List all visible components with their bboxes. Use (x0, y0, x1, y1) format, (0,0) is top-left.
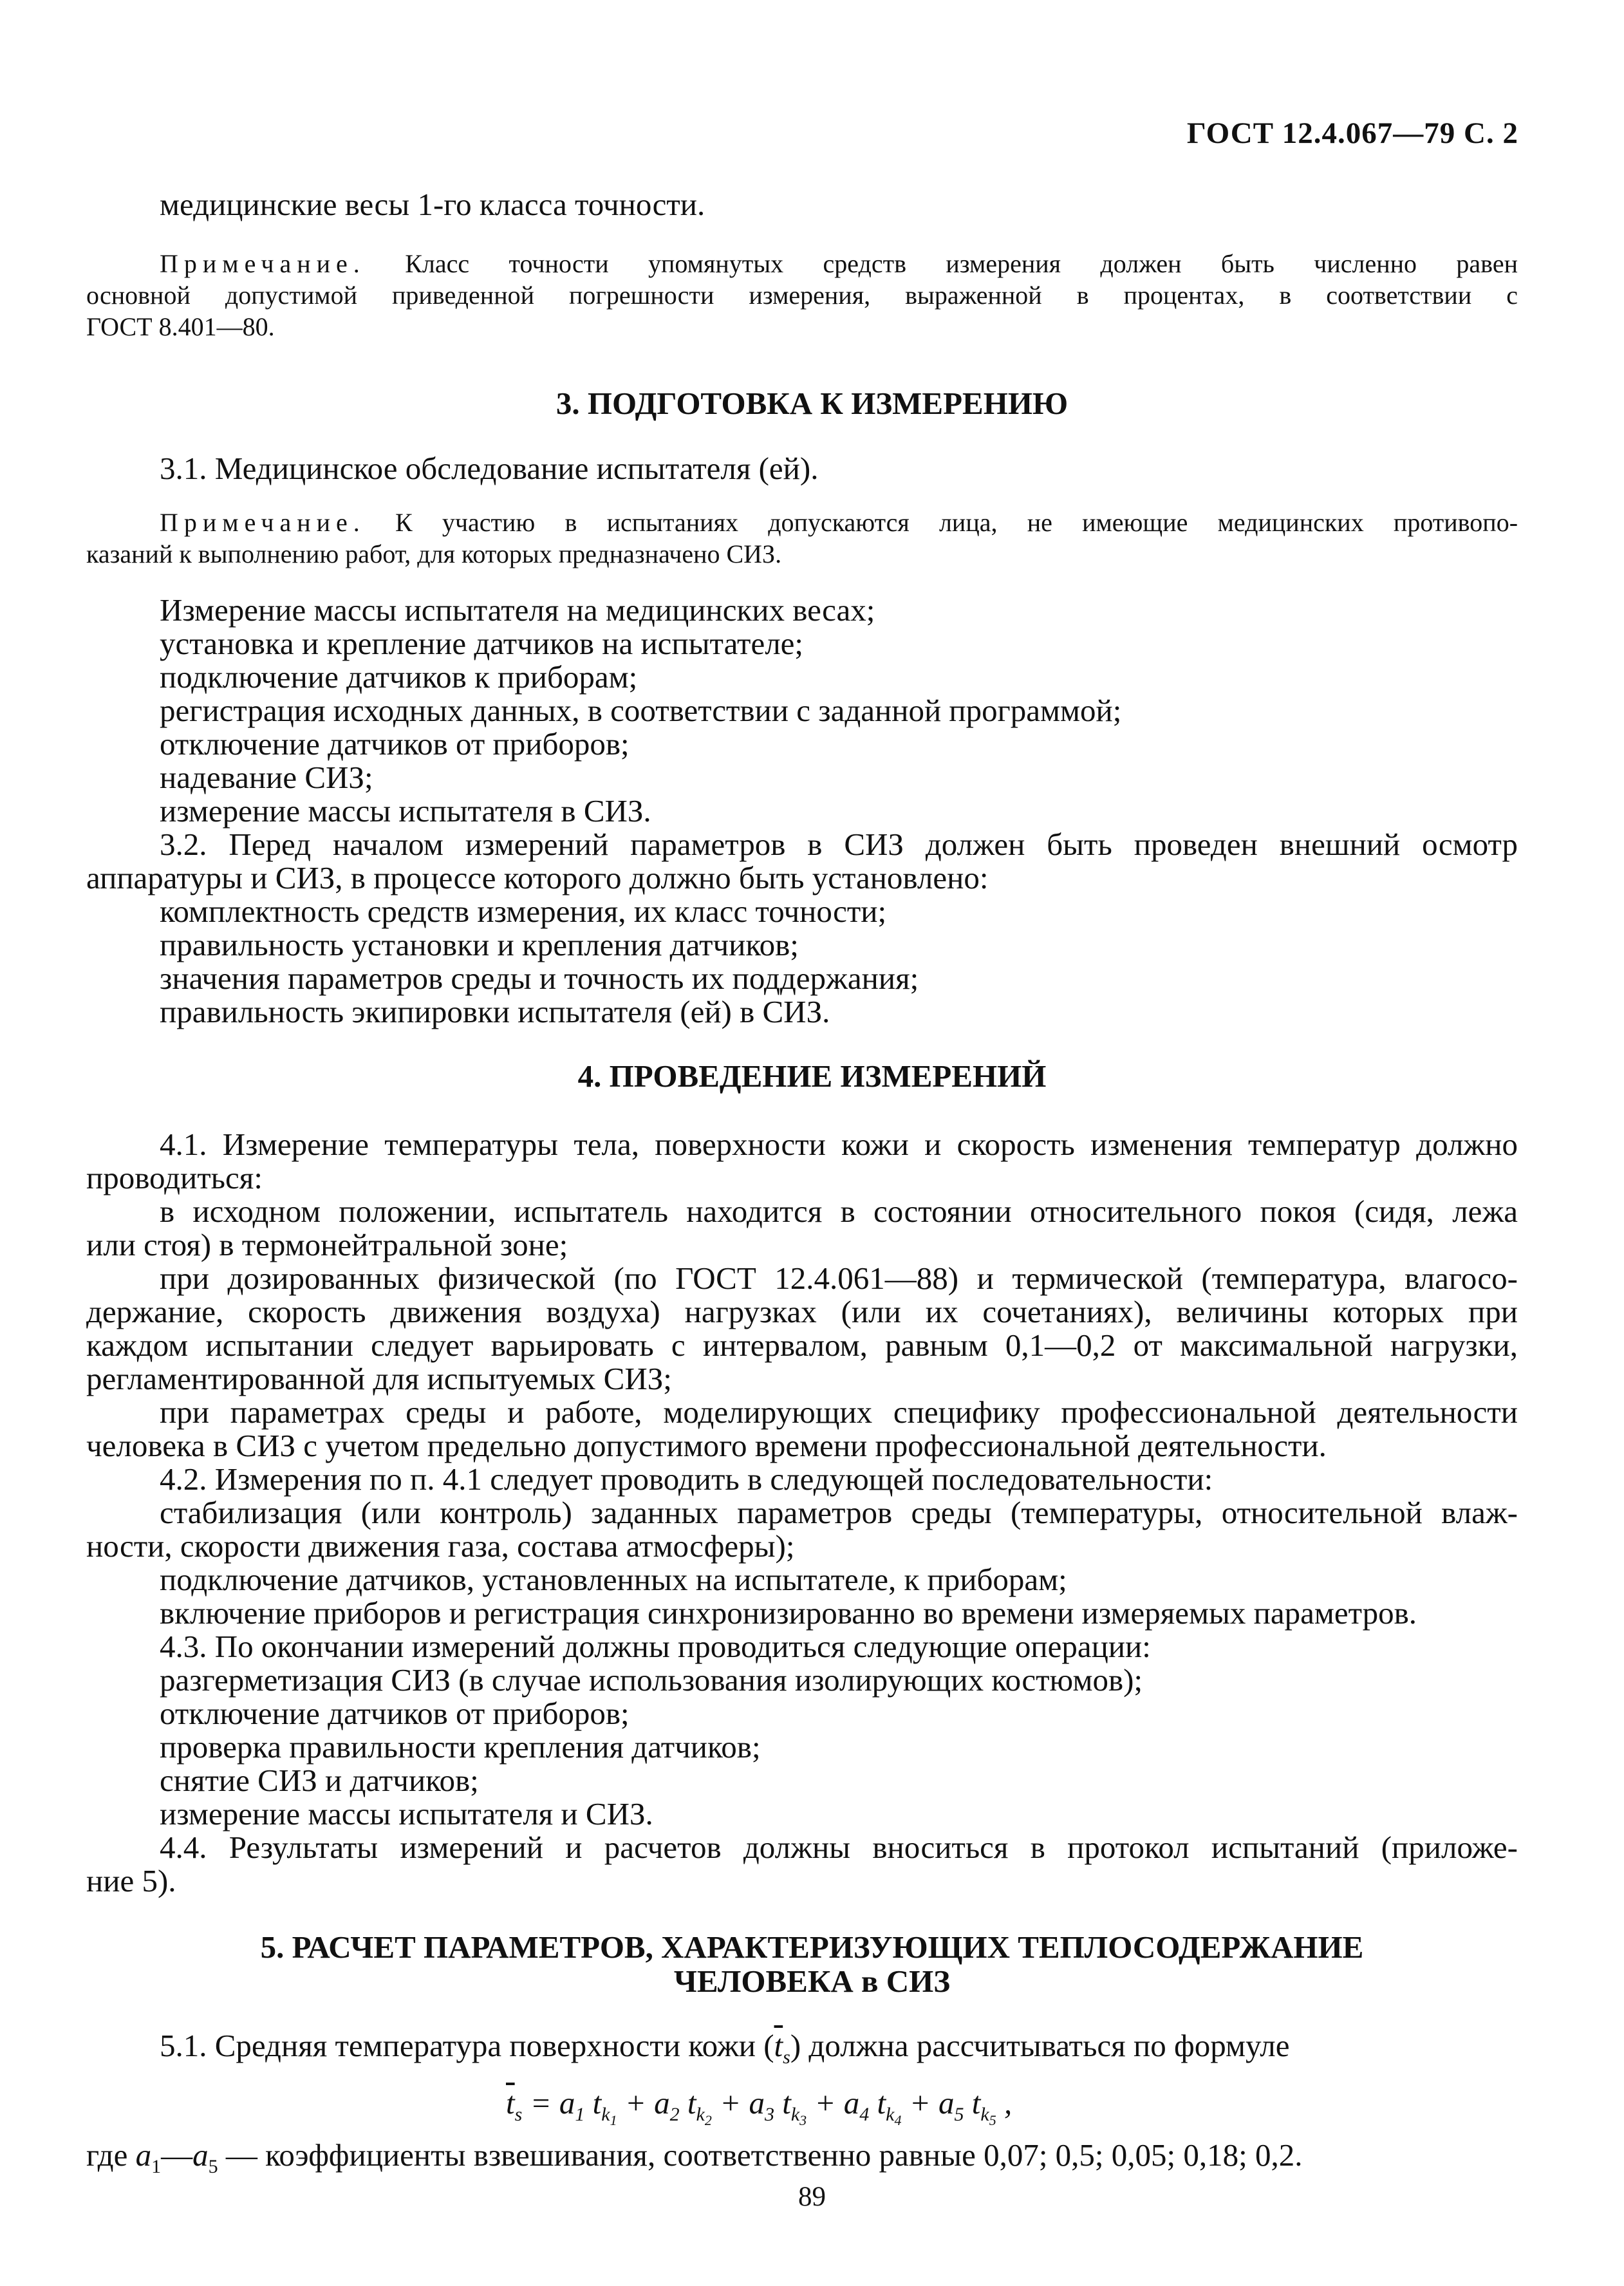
check-item: правильность установки и крепления датчиков; (160, 927, 799, 962)
note-label: Примечание. (160, 249, 366, 278)
section-4-line: или стоя) в термонейтральной зоне; (86, 1227, 568, 1262)
note-2-line-2: казаний к выполнению работ, для которых предназначено СИЗ. (86, 539, 782, 568)
section-4-line: 4.2. Измерения по п. 4.1 следует проводить в следующей последовательности: (160, 1461, 1213, 1497)
section-4-line: каждом испытании следует варьировать с интервалом, равным 0,1—0,2 от максимальной нагрузки, (86, 1327, 1518, 1363)
note-label: Примечание. (160, 508, 366, 537)
page-number: 89 (798, 2182, 826, 2212)
section-4-line: при параметрах среды и работе, моделирующих специфику профессиональной деятельности (160, 1394, 1518, 1430)
section-3-2-line-1: 3.2. Перед началом измерений параметров в СИЗ должен быть проведен внешний осмотр (160, 827, 1518, 862)
note-2-line-1: Примечание. К участию в испытаниях допускаются лица, не имеющие медицинских противопо- (160, 508, 1518, 537)
section-4-line: снятие СИЗ и датчиков; (160, 1763, 479, 1798)
section-4-line: при дозированных физической (по ГОСТ 12.4.061—88) и термической (температура, влагосо- (160, 1260, 1518, 1296)
note-1-line-3: ГОСТ 8.401—80. (86, 312, 275, 341)
skin-temperature-formula: $\overline{t}_s = a_1$ $t_{k_1} + a_2$ $t_{k_2} + a_3$ $t_{k_3} + a_4$ $t_{k_4} + a_5$ $t_{k_5}$ , (506, 2085, 1013, 2128)
section-4-line: измерение массы испытателя и СИЗ. (160, 1796, 653, 1832)
intro-line: медицинские весы 1-го класса точности. (160, 187, 705, 222)
section-4-line: держание, скорость движения воздуха) нагрузках (или их сочетаниях), величины которых при (86, 1294, 1518, 1329)
section-4-line: 4.3. По окончании измерений должны проводиться следующие операции: (160, 1629, 1151, 1664)
section-4-line: подключение датчиков, установленных на испытателе, к приборам; (160, 1562, 1067, 1597)
note-1-line-2: основной допустимой приведенной погрешности измерения, выраженной в процентах, в соответствии с (86, 281, 1518, 310)
section-4-line: включение приборов и регистрация синхронизированно во времени измеряемых параметров. (160, 1595, 1417, 1631)
section-3-1: 3.1. Медицинское обследование испытателя (ей). (160, 451, 819, 486)
section-4-line: ности, скорости движения газа, состава атмосферы); (86, 1528, 795, 1564)
section-4-line: проводиться: (86, 1160, 263, 1195)
section-4-line: 4.1. Измерение температуры тела, поверхности кожи и скорость изменения температур должно (160, 1127, 1518, 1162)
prep-item: подключение датчиков к приборам; (160, 659, 638, 695)
mean-skin-temperature-symbol: $\overline{t}$ (774, 2028, 783, 2063)
section-5-heading-line-1: 5. РАСЧЕТ ПАРАМЕТРОВ, ХАРАКТЕРИЗУЮЩИХ ТЕПЛОСОДЕРЖАНИЕ (260, 1929, 1364, 1965)
coefficients-line: где $a_1—a_5$ — коэффициенты взвешивания, соответственно равные 0,07; 0,5; 0,05; 0,18; 0,2. (86, 2137, 1303, 2177)
section-5-1: 5.1. Средняя температура поверхности кожи $(\overline{t}_s)$ должна рассчитываться по формуле (160, 2028, 1290, 2068)
prep-item: измерение массы испытателя в СИЗ. (160, 793, 651, 829)
section-4-line: стабилизация (или контроль) заданных параметров среды (температуры, относительной влаж- (160, 1495, 1518, 1530)
check-item: значения параметров среды и точность их поддержания; (160, 960, 919, 996)
section-4-line: человека в СИЗ с учетом предельно допустимого времени профессиональной деятельности. (86, 1428, 1327, 1463)
section-4-line: ние 5). (86, 1863, 176, 1898)
prep-item: регистрация исходных данных, в соответствии с заданной программой; (160, 693, 1122, 728)
section-4-heading: 4. ПРОВЕДЕНИЕ ИЗМЕРЕНИЙ (577, 1058, 1047, 1094)
section-4-line: в исходном положении, испытатель находится в состоянии относительного покоя (сидя, лежа (160, 1194, 1518, 1229)
section-4-line: отключение датчиков от приборов; (160, 1696, 630, 1731)
prep-item: отключение датчиков от приборов; (160, 726, 630, 762)
prep-item: Измерение массы испытателя на медицинских весах; (160, 592, 875, 628)
section-4-line: разгерметизация СИЗ (в случае использования изолирующих костюмов); (160, 1662, 1143, 1698)
section-4-line: 4.4. Результаты измерений и расчетов должны вноситься в протокол испытаний (приложе- (160, 1830, 1518, 1865)
section-4-line: проверка правильности крепления датчиков; (160, 1729, 761, 1765)
check-item: правильность экипировки испытателя (ей) в СИЗ. (160, 994, 830, 1029)
section-3-2-line-2: аппаратуры и СИЗ, в процессе которого должно быть установлено: (86, 860, 989, 895)
prep-item: надевание СИЗ; (160, 760, 373, 795)
section-5-heading-line-2: ЧЕЛОВЕКА в СИЗ (673, 1963, 951, 1999)
note-1-line-1: Примечание. Класс точности упомянутых средств измерения должен быть численно равен (160, 249, 1518, 278)
section-3-heading: 3. ПОДГОТОВКА К ИЗМЕРЕНИЮ (555, 386, 1069, 421)
prep-item: установка и крепление датчиков на испытателе; (160, 626, 804, 661)
check-item: комплектность средств измерения, их класс точности; (160, 894, 887, 929)
document-header: ГОСТ 12.4.067—79 С. 2 (1186, 117, 1518, 150)
section-4-line: регламентированной для испытуемых СИЗ; (86, 1361, 672, 1396)
